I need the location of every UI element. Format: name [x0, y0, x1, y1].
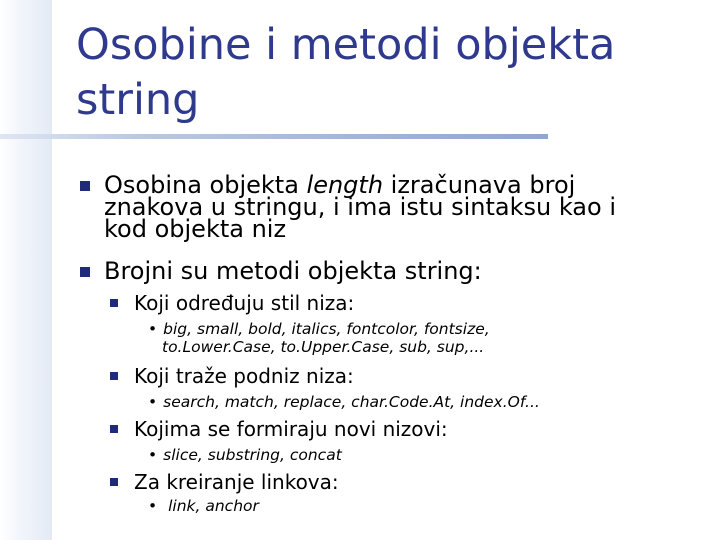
square-bullet-icon	[80, 267, 90, 277]
sub-3-detail-text-1: slice, substring, concat	[163, 446, 342, 464]
sub-4-detail	[148, 497, 708, 515]
sub-2-label: Koji traže podniz niza:	[134, 364, 354, 388]
sub-1-detail-line-2: to.Lower.Case, to.Upper.Case, sub, sup,...	[162, 338, 485, 356]
sub-2-detail-line-1	[148, 393, 708, 411]
sub-4-detail-line-1	[148, 497, 708, 515]
square-bullet-icon	[80, 181, 90, 191]
square-bullet-icon	[110, 372, 118, 380]
bullet-2-text: Brojni su metodi objekta string:	[104, 257, 482, 285]
left-decorative-stripe	[0, 0, 52, 540]
sub-3-label: Kojima se formiraju novi nizovi:	[134, 417, 448, 441]
dot-bullet-icon: •	[148, 497, 158, 515]
square-bullet-icon	[110, 478, 118, 486]
sub-2-detail	[148, 393, 708, 411]
square-bullet-icon	[110, 299, 118, 307]
bullet-1-line-3: kod objekta niz	[104, 215, 287, 243]
bullet-1-line-2: znakova u stringu, i ima istu sintaksu kao i	[104, 193, 616, 221]
sub-3-detail-line-1	[148, 446, 708, 464]
bullet-1-before: Osobina objekta	[104, 171, 307, 199]
sub-1-label: Koji određuju stil niza:	[134, 291, 355, 315]
title-line-1: Osobine i metodi objekta	[76, 20, 616, 70]
sub-4-label: Za kreiranje linkova:	[134, 470, 339, 494]
dot-bullet-icon: •	[148, 320, 158, 338]
sub-1-detail	[148, 320, 708, 356]
dot-bullet-icon: •	[148, 446, 158, 464]
slide-title	[76, 18, 696, 128]
bullet-1-emphasis: length	[306, 171, 384, 199]
dot-bullet-icon: •	[148, 393, 158, 411]
sub-2-detail-text-1: search, match, replace, char.Code.At, index.Of...	[163, 393, 540, 411]
bullet-1-text	[104, 171, 714, 243]
sub-1-detail-line-1	[148, 320, 708, 338]
sub-1-detail-text-1: big, small, bold, italics, fontcolor, fontsize,	[163, 320, 490, 338]
sub-3-detail	[148, 446, 708, 464]
title-underline-rule	[0, 134, 548, 139]
bullet-1-after: izračunava broj	[383, 171, 576, 199]
square-bullet-icon	[110, 425, 118, 433]
sub-4-detail-text-1: link, anchor	[163, 497, 259, 515]
title-line-2: string	[76, 75, 200, 125]
